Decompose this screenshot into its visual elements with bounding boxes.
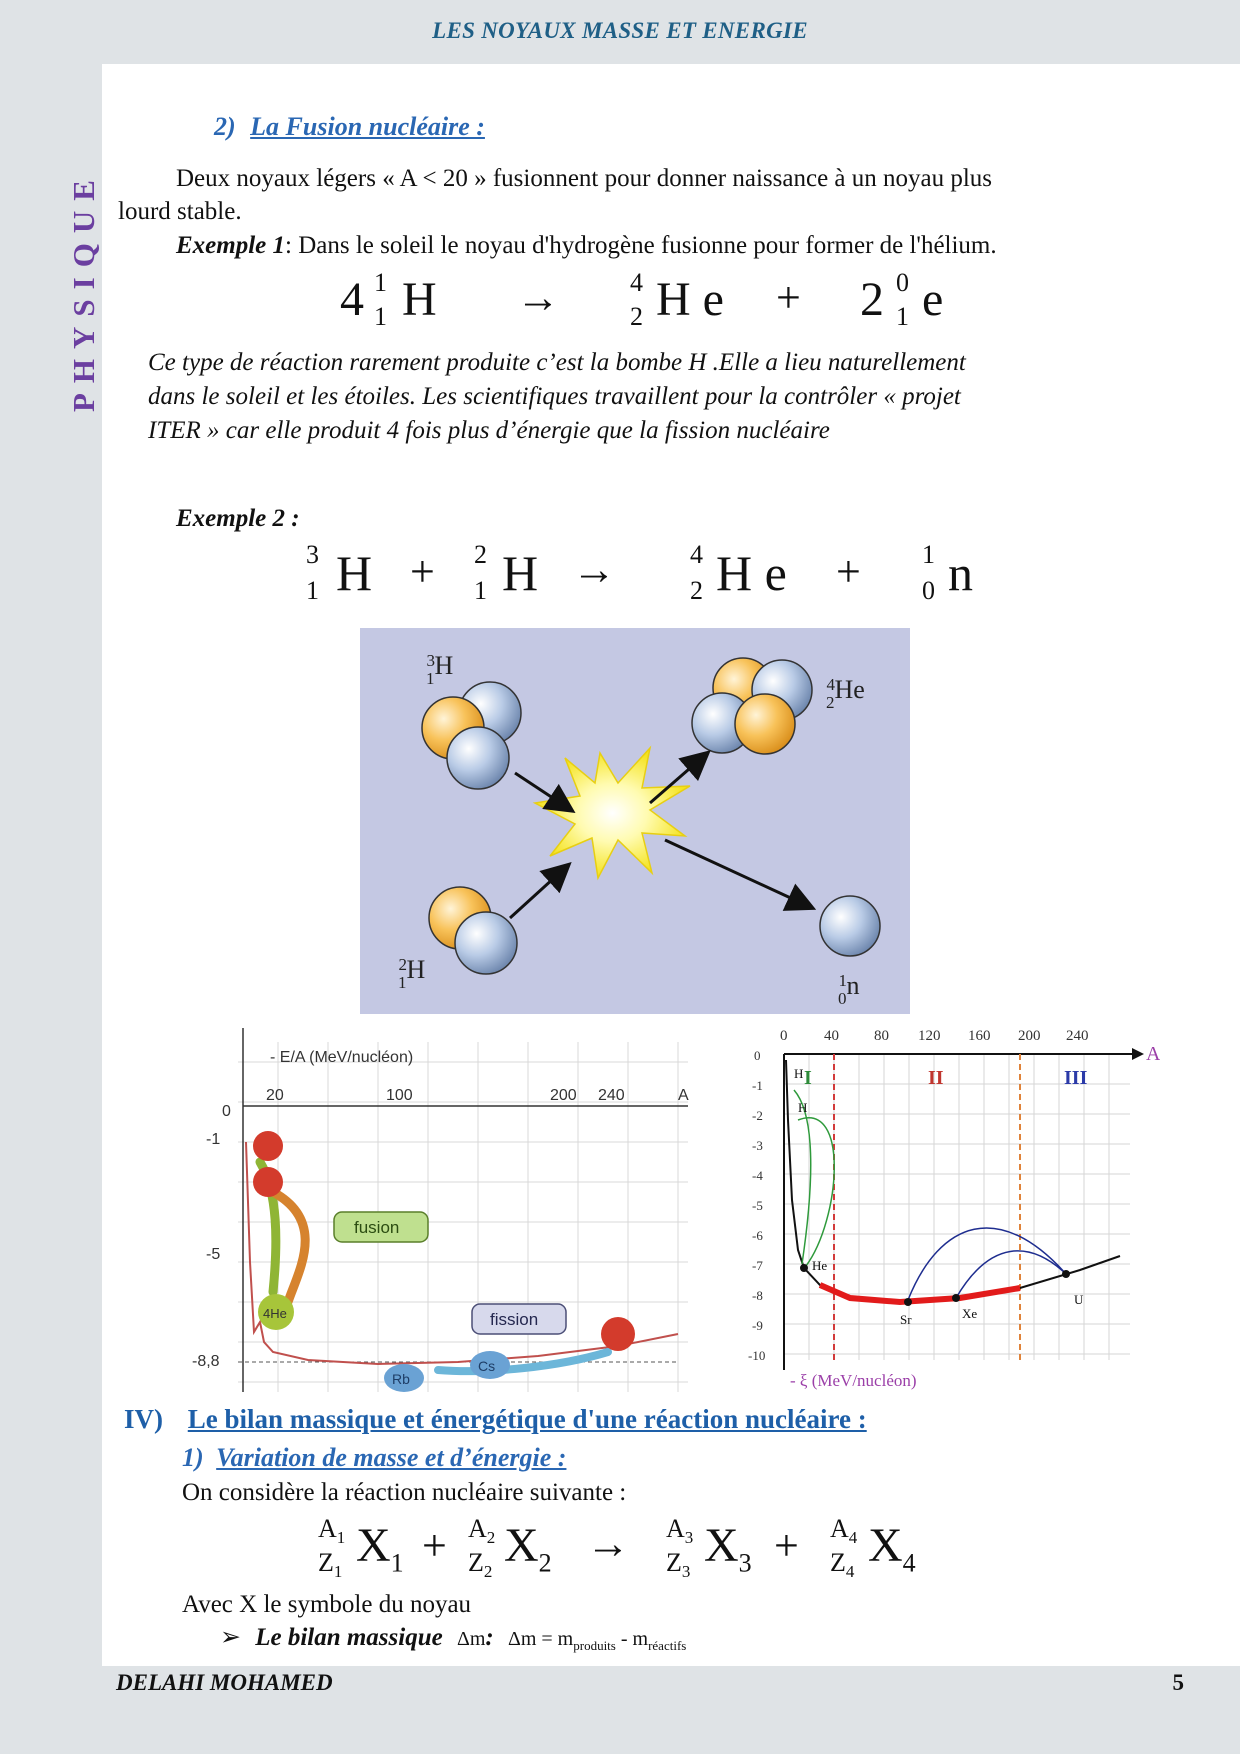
left-xtick-100: 100 — [386, 1087, 413, 1104]
eq2-sym1: H — [336, 545, 373, 601]
eq2-bot1: 1 — [306, 576, 319, 605]
section4-number: IV) — [124, 1404, 163, 1434]
section4-heading — [124, 1404, 867, 1435]
eq1-bot2: 2 — [630, 302, 643, 331]
gen-A2: $A_2$ — [468, 1514, 496, 1548]
deuterium-label: $^2$ 1H — [398, 955, 426, 992]
gen-plus1: + — [422, 1521, 447, 1570]
gen-X4: $X_4$ — [868, 1519, 916, 1578]
eq1-plus: + — [776, 273, 801, 322]
right-xtick-0: 0 — [780, 1028, 788, 1044]
fusion-note-line1: Ce type de réaction rarement produite c’est la bombe H .Elle a lieu naturellement — [148, 349, 966, 376]
bullet-arrow-icon: ➢ — [220, 1624, 241, 1651]
right-label-Sr: Sr — [900, 1312, 912, 1327]
fusion-intro-line2: lourd stable. — [118, 198, 242, 225]
gen-Z2: $Z_2$ — [468, 1548, 493, 1582]
consider-text: On considère la réaction nucléaire suivante : — [182, 1479, 627, 1506]
right-y-label: - ξ (MeV/nucléon) — [790, 1371, 917, 1390]
gen-plus2: + — [774, 1521, 799, 1570]
gen-X1: $X_1$ — [356, 1519, 404, 1578]
eq1-sym2: H e — [656, 273, 724, 326]
eq2-top3: 4 — [690, 540, 703, 569]
right-label-Xe: Xe — [962, 1306, 978, 1321]
right-x-label: A — [1146, 1043, 1160, 1065]
bilan-massique-line — [220, 1621, 686, 1662]
example2-label: Exemple 2 : — [176, 505, 300, 532]
left-bubble-he-label: 4He — [263, 1306, 287, 1321]
eq1-coef1: 4 — [340, 273, 364, 326]
eq1-arrow: → — [516, 273, 560, 322]
eq2-bot3: 2 — [690, 576, 703, 605]
right-label-He: He — [812, 1258, 828, 1273]
sidebar-subject-label — [62, 110, 108, 430]
header-title: LES NOYAUX MASSE ET ENERGIE — [432, 18, 808, 43]
example1-label: Exemple 1 — [176, 232, 286, 259]
eq1-top2: 4 — [630, 268, 643, 297]
eq2-plus1: + — [410, 547, 435, 596]
gen-X3: $X_3$ — [704, 1519, 752, 1578]
fusion-intro-line1: Deux noyaux légers « A < 20 » fusionnent pour donner naissance à un noyau plus — [176, 165, 993, 192]
example1-text: : Dans le soleil le noyau d'hydrogène fusionne pour former de l'hélium. — [285, 232, 997, 259]
gen-A4: $A_4$ — [830, 1514, 858, 1548]
eq2-bot4: 0 — [922, 576, 935, 605]
right-ytick-7: -7 — [752, 1258, 763, 1273]
left-bubble-rb-label: Rb — [392, 1371, 410, 1387]
eq2-sym2: H — [502, 545, 539, 601]
eq2-top1: 3 — [306, 540, 319, 569]
bilan-formula: $\Delta m = m_{produits} - m_{réactifs}$ — [507, 1628, 687, 1653]
eq1-bot1: 1 — [374, 302, 387, 331]
equation-1 — [340, 268, 960, 340]
eq1-top3: 0 — [896, 268, 909, 297]
bilan-colon: : — [485, 1624, 494, 1651]
right-ytick-2: -2 — [752, 1108, 763, 1123]
fusion-illustration — [360, 628, 910, 1014]
right-label-U: U — [1074, 1292, 1084, 1307]
neutron-label: $^1$ 0n — [838, 971, 860, 1008]
left-ytick-88: -8,8 — [192, 1353, 220, 1370]
right-ytick-1: -1 — [752, 1078, 763, 1093]
gen-Z1: $Z_1$ — [318, 1548, 343, 1582]
right-point-U — [1062, 1270, 1070, 1278]
left-ytick-1: -1 — [206, 1131, 221, 1148]
right-label-2H: H — [794, 1066, 804, 1081]
right-point-He — [800, 1264, 808, 1272]
right-point-Xe — [952, 1294, 960, 1302]
fusion-heading — [214, 112, 485, 142]
page-footer — [0, 1666, 1240, 1706]
right-xtick-200: 200 — [1018, 1028, 1041, 1044]
variation-title: Variation de masse et d’énergie : — [216, 1443, 567, 1472]
left-xtick-240: 240 — [598, 1087, 625, 1104]
right-ytick-6: -6 — [752, 1228, 763, 1243]
right-xtick-40: 40 — [824, 1028, 839, 1044]
right-xtick-120: 120 — [918, 1028, 941, 1044]
right-point-Sr — [904, 1298, 912, 1306]
eq1-coef3: 2 — [860, 273, 884, 326]
left-xtick-A: A — [678, 1087, 689, 1104]
right-ytick-8: -8 — [752, 1288, 763, 1303]
left-bubble-2H — [253, 1131, 283, 1161]
right-ytick-3: -3 — [752, 1138, 763, 1153]
fusion-note-line2: dans le soleil et les étoiles. Les scientifiques travaillent pour la contrôler « projet — [148, 383, 961, 410]
left-xtick-200: 200 — [550, 1087, 577, 1104]
right-ytick-0: 0 — [754, 1048, 761, 1063]
eq2-bot2: 1 — [474, 576, 487, 605]
bilan-dm: Δm — [456, 1628, 486, 1650]
right-xtick-240: 240 — [1066, 1028, 1089, 1044]
section4-title: Le bilan massique et énergétique d'une réaction nucléaire : — [187, 1404, 867, 1434]
eq2-sym4: n — [948, 545, 973, 601]
footer-author: DELAHI MOHAMED — [116, 1670, 333, 1695]
footer-page-number: 5 — [1172, 1670, 1184, 1695]
right-zone-I: I — [804, 1067, 812, 1089]
left-fission-badge-label: fission — [490, 1310, 539, 1329]
neutron-particle — [820, 896, 880, 956]
eq1-sym3: e — [922, 273, 944, 326]
helium-label: $^4$ 2He — [826, 675, 865, 712]
sidebar-subject-text: PHYSIQUE — [66, 170, 101, 412]
fusion-number: 2) — [214, 112, 236, 141]
left-fusion-badge-label: fusion — [354, 1218, 400, 1237]
gen-Z3: $Z_3$ — [666, 1548, 691, 1582]
right-label-3H: H — [798, 1100, 808, 1115]
right-zone-II: II — [928, 1067, 944, 1089]
right-zone-III: III — [1064, 1067, 1088, 1089]
left-bubble-3H — [253, 1167, 283, 1197]
left-ytick-0: 0 — [222, 1103, 231, 1120]
gen-Z4: $Z_4$ — [830, 1548, 855, 1582]
right-ytick-10: -10 — [748, 1348, 766, 1363]
right-xtick-160: 160 — [968, 1028, 991, 1044]
left-bubble-U — [601, 1317, 635, 1351]
aston-curve-right — [740, 1020, 1160, 1396]
gen-arrow: → — [586, 1519, 630, 1568]
eq1-top1: 1 — [374, 268, 387, 297]
eq1-sym1: H — [402, 273, 437, 326]
fusion-title: La Fusion nucléaire : — [250, 112, 485, 141]
right-xtick-80: 80 — [874, 1028, 889, 1044]
left-bubble-cs-label: Cs — [478, 1358, 496, 1374]
eq2-top4: 1 — [922, 540, 935, 569]
left-y-label: - E/A (MeV/nucléon) — [270, 1049, 414, 1066]
gen-A1: $A_1$ — [318, 1514, 346, 1548]
eq2-plus2: + — [836, 547, 861, 596]
example1-line — [176, 229, 1136, 262]
right-ytick-4: -4 — [752, 1168, 763, 1183]
eq1-bot3: 1 — [896, 302, 909, 331]
left-ytick-5: -5 — [206, 1246, 221, 1263]
equation-2 — [300, 540, 1000, 616]
fusion-note-line3: ITER » car elle produit 4 fois plus d’énergie que la fission nucléaire — [148, 417, 830, 444]
variation-heading — [182, 1443, 566, 1473]
tritium-label: $^3$ 1H — [426, 651, 454, 688]
variation-number: 1) — [182, 1443, 204, 1472]
aston-curve-left — [178, 1022, 698, 1396]
generic-reaction-equation — [316, 1512, 936, 1592]
avec-text: Avec X le symbole du noyau — [182, 1591, 472, 1618]
right-ytick-5: -5 — [752, 1198, 763, 1213]
gen-X2: $X_2$ — [504, 1519, 552, 1578]
gen-A3: $A_3$ — [666, 1514, 694, 1548]
eq2-sym3: H e — [716, 545, 787, 601]
eq2-top2: 2 — [474, 540, 487, 569]
eq2-arrow: → — [572, 545, 616, 594]
bilan-label: Le bilan massique — [255, 1624, 443, 1651]
left-xtick-20: 20 — [266, 1087, 284, 1104]
right-ytick-9: -9 — [752, 1318, 763, 1333]
